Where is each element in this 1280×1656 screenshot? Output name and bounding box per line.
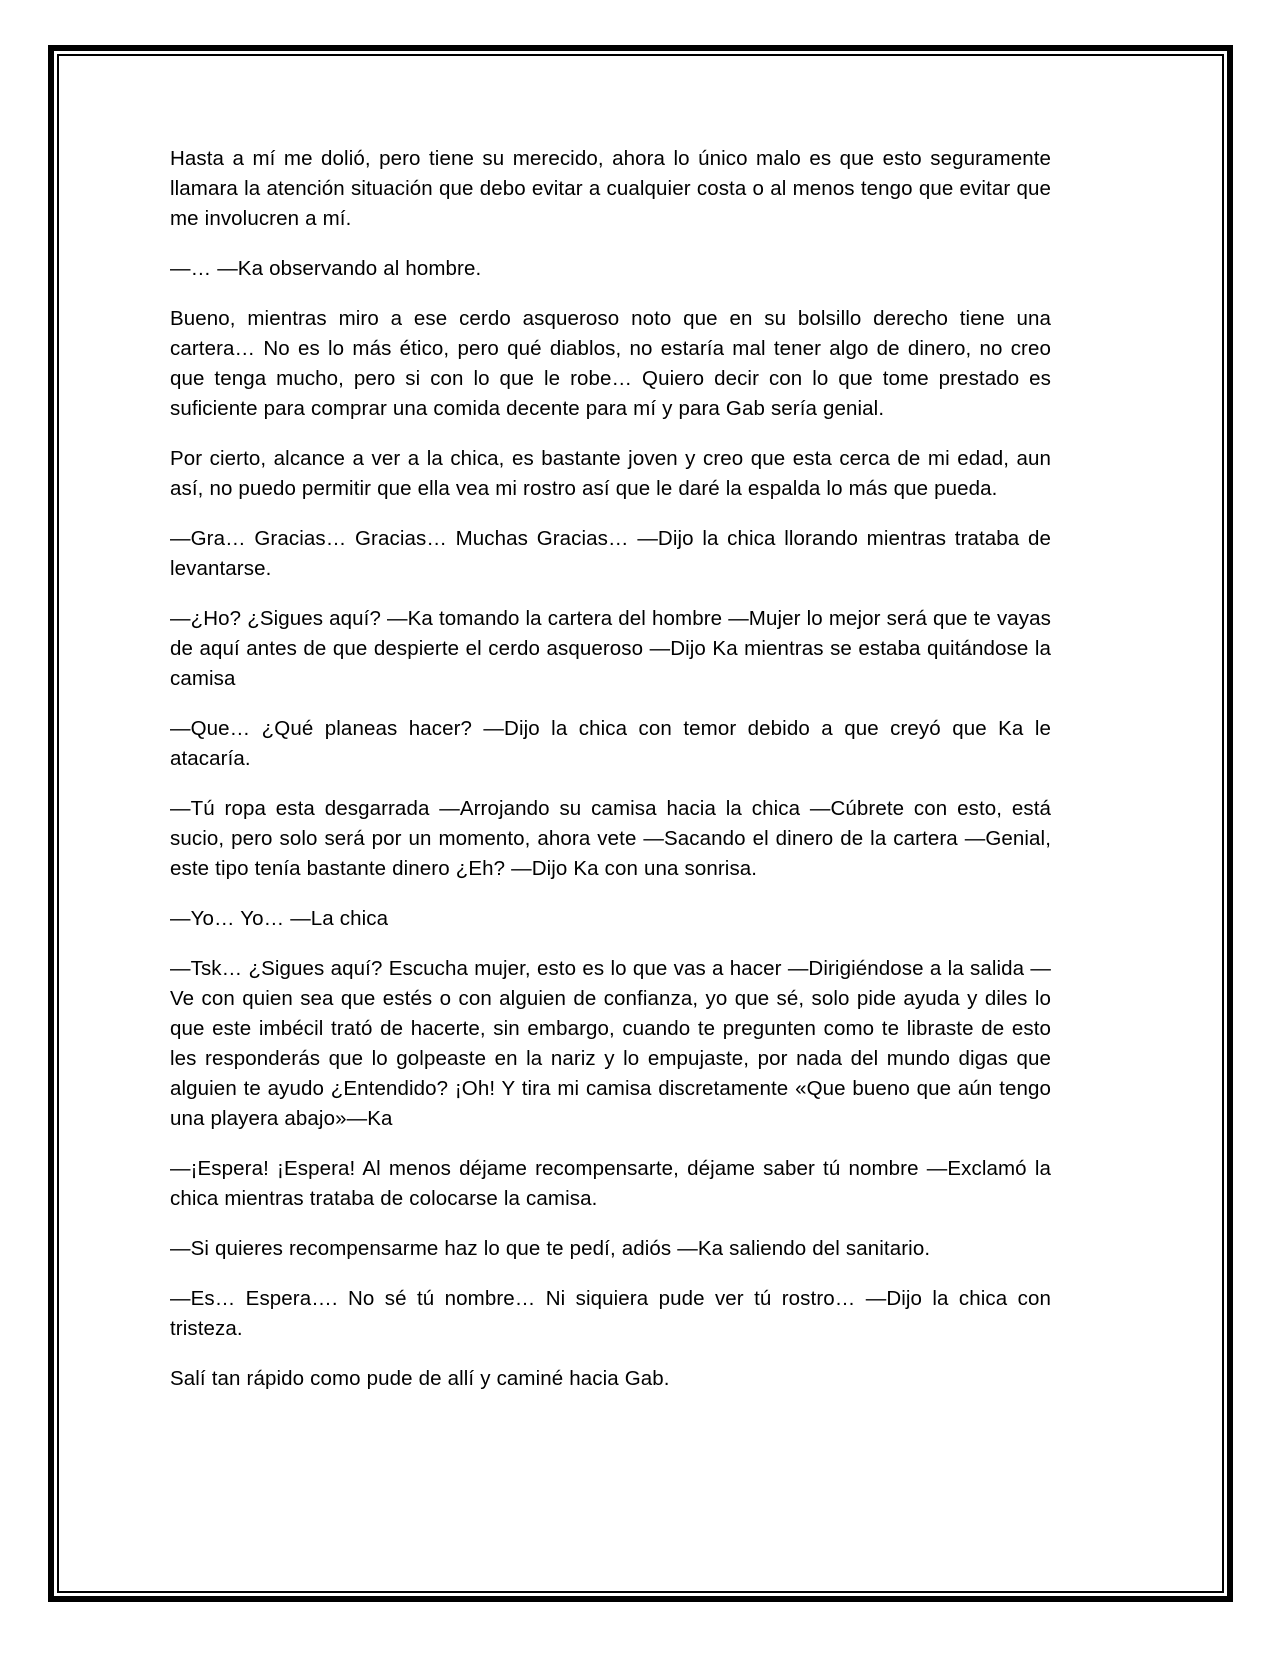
paragraph-5: —Gra… Gracias… Gracias… Muchas Gracias… —Dijo la chica llorando mientras trataba de levantarse. bbox=[170, 527, 1051, 580]
paragraph-9: —Yo… Yo… —La chica bbox=[170, 907, 389, 930]
page-border-outer bbox=[48, 45, 1233, 1602]
document-text-body bbox=[170, 144, 1051, 1394]
paragraph-2: —… —Ka observando al hombre. bbox=[170, 257, 482, 280]
paragraph-7: —Que… ¿Qué planeas hacer? —Dijo la chica con temor debido a que creyó que Ka le atacaría. bbox=[170, 717, 1051, 770]
paragraph-12: —Si quieres recompensarme haz lo que te pedí, adiós —Ka saliendo del sanitario. bbox=[170, 1237, 931, 1260]
paragraph-8: —Tú ropa esta desgarrada —Arrojando su camisa hacia la chica —Cúbrete con esto, está sucio, pero solo será por un momento, ahora vete —Sacando el dinero de la cartera —Genial, este tipo tenía bastante dinero ¿Eh? —Dijo Ka con una sonrisa. bbox=[170, 797, 1051, 880]
paragraph-3: Bueno, mientras miro a ese cerdo asqueroso noto que en su bolsillo derecho tiene una cartera… No es lo más ético, pero qué diablos, no estaría mal tener algo de dinero, no creo que tenga mucho, pero si con lo que le robe… Quiero decir con lo que tome prestado es suficiente para comprar una comida decente para mí y para Gab sería genial. bbox=[170, 307, 1051, 420]
paragraph-14: Salí tan rápido como pude de allí y caminé hacia Gab. bbox=[170, 1367, 670, 1390]
paragraph-10: —Tsk… ¿Sigues aquí? Escucha mujer, esto es lo que vas a hacer —Dirigiéndose a la salida —Ve con quien sea que estés o con alguien de confianza, yo que sé, solo pide ayuda y diles lo que este imbécil trató de hacerte, sin embargo, cuando te pregunten como te libraste de esto les responderás que lo golpeaste en la nariz y lo empujaste, por nada del mundo digas que alguien te ayudo ¿Entendido? ¡Oh! Y tira mi camisa discretamente «Que bueno que aún tengo una playera abajo»—Ka bbox=[170, 957, 1051, 1130]
paragraph-4: Por cierto, alcance a ver a la chica, es bastante joven y creo que esta cerca de mi edad, aun así, no puedo permitir que ella vea mi rostro así que le daré la espalda lo más que pueda. bbox=[170, 447, 1051, 500]
page-border-inner bbox=[57, 54, 1224, 1593]
paragraph-1: Hasta a mí me dolió, pero tiene su merecido, ahora lo único malo es que esto seguramente llamara la atención situación que debo evitar a cualquier costa o al menos tengo que evitar que me involucren a mí. bbox=[170, 147, 1051, 230]
paragraph-13: —Es… Espera…. No sé tú nombre… Ni siquiera pude ver tú rostro… —Dijo la chica con tristeza. bbox=[170, 1287, 1051, 1340]
paragraph-11: —¡Espera! ¡Espera! Al menos déjame recompensarte, déjame saber tú nombre —Exclamó la chica mientras trataba de colocarse la camisa. bbox=[170, 1157, 1051, 1210]
paragraph-6: —¿Ho? ¿Sigues aquí? —Ka tomando la cartera del hombre —Mujer lo mejor será que te vayas de aquí antes de que despierte el cerdo asqueroso —Dijo Ka mientras se estaba quitándose la camisa bbox=[170, 607, 1051, 690]
